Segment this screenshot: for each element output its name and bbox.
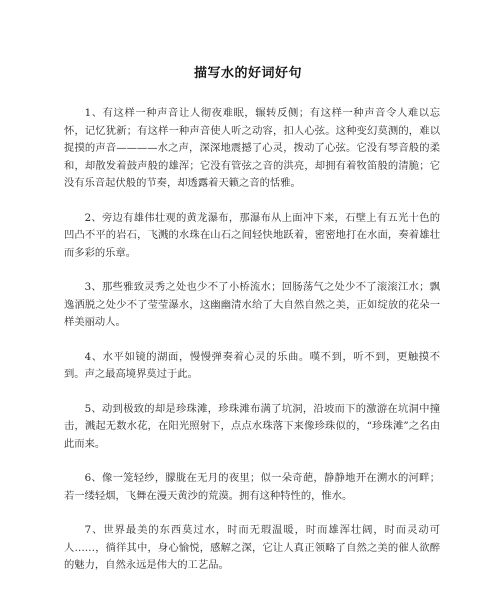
paragraph-5: 5、动到极致的却是珍珠滩，珍珠滩布满了坑洞，沿坡而下的激游在坑洞中撞击，溅起无数水花，在阳光照射下，点点水珠落下来像珍珠似的，“珍珠滩”之名由此而来。 xyxy=(64,402,440,450)
paragraph-4: 4、水平如镜的湖面，慢慢弹奏着心灵的乐曲。嘆不到，听不到，更触摸不到。声之最高境界莫过于此。 xyxy=(64,350,440,380)
document-body xyxy=(64,105,440,592)
paragraph-7: 7、世界最美的东西莫过水，时而无瑕温暖，时而雄浑壮阔，时而灵动可人……，徜徉其中，身心愉悦，感解之深，它让人真正领略了自然之美的催人欲醉的魅力，自然永远是伟大的工艺品。 xyxy=(64,524,440,571)
paragraph-3: 3、那些雅致灵秀之处也少不了小桥流水；回肠荡气之处少不了滚滚江水；飘逸洒脱之处少不了莹莹瀑水，这幽幽清水给了大自然自然之美，正如绽放的花朵一样美丽动人。 xyxy=(64,281,440,328)
paragraph-2: 2、旁边有雄伟壮观的黄龙瀑布，那瀑布从上面冲下来，石壁上有五光十色的凹凸不平的岩石，飞溅的水珠在山石之间轻快地跃着，密密地打在水面，奏着雄壮而多彩的乐章。 xyxy=(64,211,440,259)
document-title: 描写水的好词好句 xyxy=(193,66,302,81)
paragraph-6: 6、像一笼轻纱，朦胧在无月的夜里；似一朵奇葩，静静地开在溯水的河畔；若一缕轻烟，飞舞在漫天黄沙的荒漠。拥有这种特性的，惟水。 xyxy=(64,472,440,502)
paragraph-1: 1、有这样一种声音让人彻夜难眠，辗转反侧；有这样一种声音令人难以忘怀，记忆犹新；有这样一种声音使人听之动容，扣人心弦。这种变幻莫测的，难以捉摸的声音————水之声，深深地震撼了心灵，拨动了心弦。它没有琴音般的柔和，却散发着鼓声般的雄浑；它没有管弦之音的洪亮，却拥有着牧笛般的清脆；它没有乐音起伏般的节奏，却透露着天籁之音的恬雅。 xyxy=(64,107,440,189)
